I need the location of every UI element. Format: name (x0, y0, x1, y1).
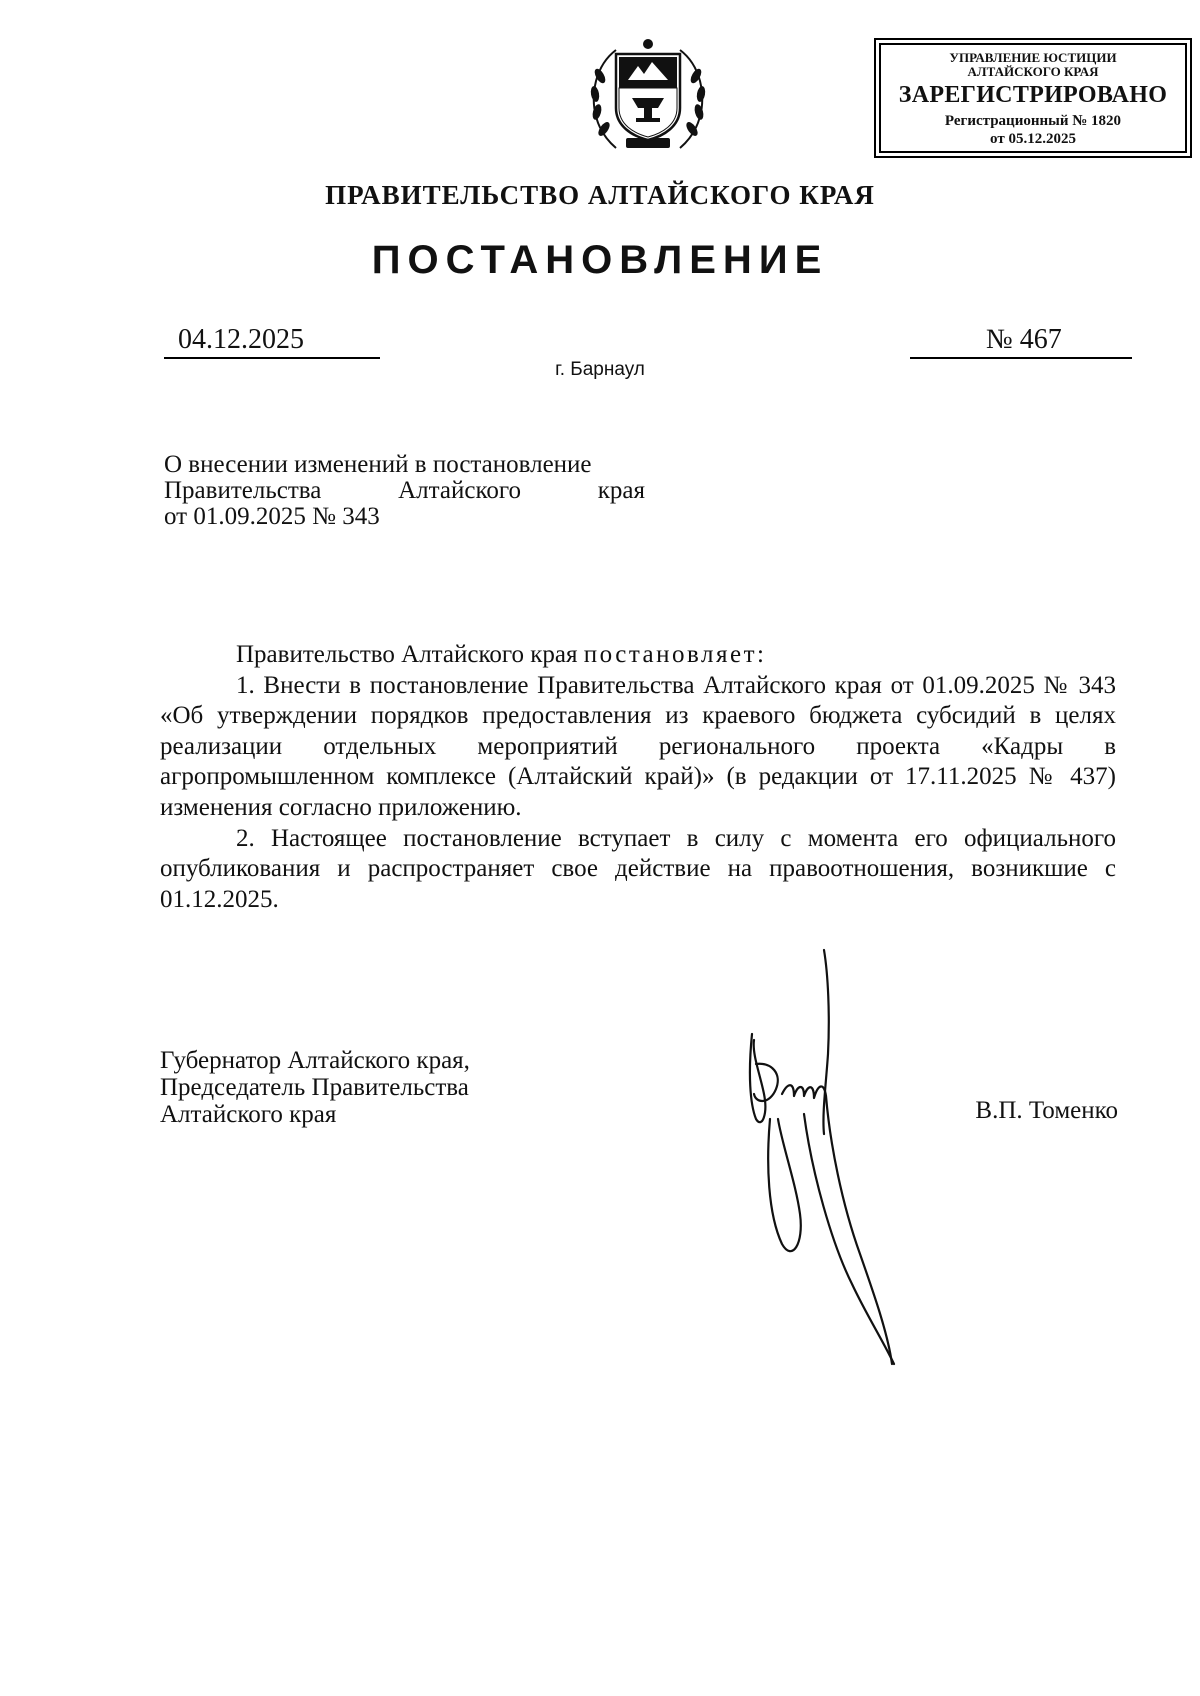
registration-stamp (874, 38, 1192, 158)
document-date: 04.12.2025 (164, 323, 380, 359)
government-title: ПРАВИТЕЛЬСТВО АЛТАЙСКОГО КРАЯ (325, 180, 875, 210)
stamp-reg-date: от 05.12.2025 (990, 131, 1076, 148)
handwritten-signature (742, 944, 922, 1374)
stamp-status: ЗАРЕГИСТРИРОВАНО (898, 82, 1168, 109)
stamp-authority-line1: УПРАВЛЕНИЕ ЮСТИЦИИ (949, 50, 1117, 65)
document-type-title: ПОСТАНОВЛЕНИЕ (371, 238, 829, 282)
subject-word-3: края (597, 477, 645, 504)
preamble-end: : (757, 641, 764, 668)
subject-word-1: Правительства (164, 477, 322, 504)
subject-line-3: от 01.09.2025 № 343 (164, 503, 380, 530)
coat-of-arms-emblem (586, 36, 710, 158)
signatory-role-line-3: Алтайского края (160, 1101, 337, 1128)
preamble (160, 640, 1116, 671)
signatory-role-line-2: Председатель Правительства (160, 1074, 469, 1101)
subject-line-2 (164, 478, 645, 504)
stamp-authority-line2: АЛТАЙСКОГО КРАЯ (967, 63, 1099, 79)
subject-line-1: О внесении изменений в постановление (164, 451, 592, 478)
subject-word-2: Алтайского (398, 477, 521, 504)
signatory-role-line-1: Губернатор Алтайского края, (160, 1047, 470, 1074)
preamble-verb: постановляет (583, 641, 757, 668)
preamble-start: Правительство Алтайского края (236, 641, 584, 668)
signatory-role (160, 1047, 470, 1128)
item-2: 2. Настоящее постановление вступает в силу с момента его официального опубликования и распространяет свое действие на правоотношения, возникшие с 01.12.2025. (160, 824, 1116, 913)
item-1: 1. Внести в постановление Правительства Алтайского края от 01.09.2025 № 343 «Об утверждении порядков предоставления из краевого бюджета субсидий в целях реализации отдельных мероприятий регионального проекта «Кадры в агропромышленном комплексе (Алтайский край)» (в редакции от 17.11.2025 № 437) изменения согласно приложению. (160, 671, 1116, 821)
document-number: № 467 (910, 323, 1132, 359)
stamp-reg-number: Регистрационный № 1820 (944, 113, 1122, 130)
document-subject (164, 452, 645, 530)
signatory-name: В.П. Томенко (975, 1097, 1118, 1124)
document-city: г. Барнаул (555, 359, 645, 380)
document-body (160, 640, 1116, 915)
